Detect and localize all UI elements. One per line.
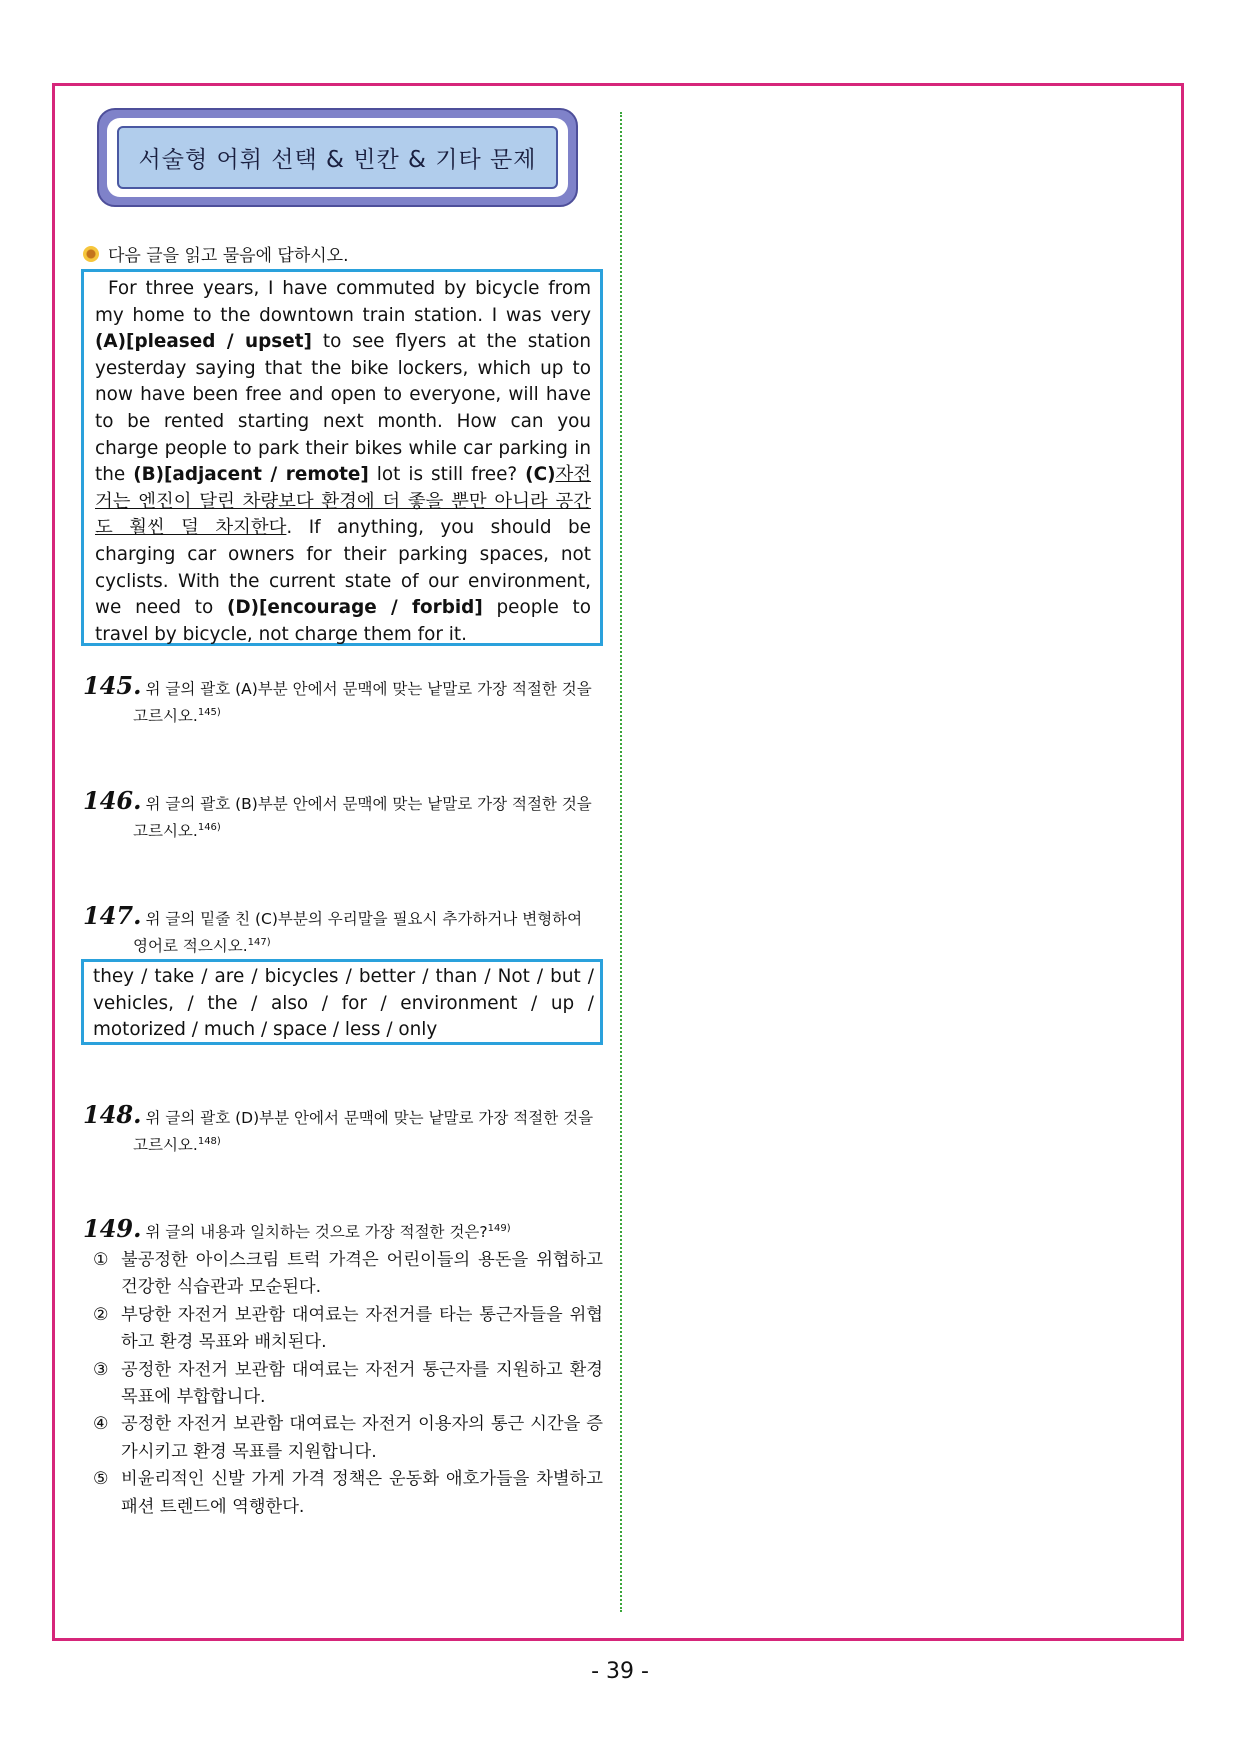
footnote-ref: 148) [197,1136,221,1147]
option-1 [93,1247,603,1302]
option-2 [93,1302,603,1357]
passage-text-4: . If anything, you should be charging car owners for their parking spaces, not cyclists. With the current state of our environment, we need to [95,517,591,619]
question-number: 148. [83,1100,142,1129]
passage-text-2: to see flyers at the station yesterday saying that the bike lockers, which up to now have been free and open to everyone, will have to be rented starting next month. How can you charge people to park their bikes while car parking in the [95,331,592,486]
question-number: 145. [83,671,142,700]
question-text: 위 글의 괄호 (D)부분 안에서 문맥에 맞는 낱말로 가장 적절한 것을 [145,1109,594,1127]
question-text-cont: 고르시오. [133,707,198,726]
answer-options [93,1247,603,1521]
word-box: they / take / are / bicycles / better / than / Not / but / vehicles, / the / also / for / environment / up / motorized / much / space / less / only [81,959,603,1045]
instruction [82,241,349,266]
section-title: 서술형 어휘 선택 & 빈칸 & 기타 문제 [138,147,537,173]
question-text: 위 글의 괄호 (A)부분 안에서 문맥에 맞는 낱말로 가장 적절한 것을 [145,680,592,698]
question-text: 위 글의 내용과 일치하는 것으로 가장 적절한 것은? [145,1223,488,1242]
question-number: 149. [83,1214,142,1244]
passage-text-3: lot is still free? [368,464,526,486]
flower-icon [82,245,100,263]
question-145 [83,671,603,728]
question-number: 147. [83,901,142,930]
option-text: 부당한 자전거 보관함 대여료는 자전거를 타는 통근자들을 위협하고 환경 목표와 배치된다. [121,1304,603,1353]
reading-passage [81,269,603,646]
footnote-ref: 146) [197,822,221,833]
choice-a: (A)[pleased / upset] [95,331,312,353]
question-text: 위 글의 괄호 (B)부분 안에서 문맥에 맞는 낱말로 가장 적절한 것을 [145,795,592,813]
choice-d: (D)[encourage / forbid] [226,597,483,619]
underlined-c: 자전거는 엔진이 달린 차량보다 환경에 더 좋을 뿐만 아니라 공간도 훨씬 덜 차지한다 [95,464,592,539]
question-147 [83,901,603,958]
footnote-ref: 149) [487,1223,511,1234]
option-marker: ③ [93,1359,109,1380]
option-marker: ① [93,1250,109,1270]
option-3 [93,1357,603,1412]
passage-text-1: For three years, I have commuted by bicycle from my home to the downtown train station. I was very [95,278,591,326]
option-text: 비윤리적인 신발 가게 가격 정책은 운동화 애호가들을 차별하고 패션 트렌드에 역행한다. [121,1469,603,1517]
choice-b: (B)[adjacent / remote] [133,464,369,486]
footnote-ref: 145) [197,707,221,718]
option-marker: ② [93,1304,109,1325]
option-marker: ⑤ [93,1469,109,1490]
question-text-cont: 영어로 적으시오. [133,937,248,956]
question-146 [83,786,603,843]
label-c: (C) [525,464,556,486]
passage-text-5: people to travel by bicycle, not charge them for it. [95,597,591,645]
option-text: 공정한 자전거 보관함 대여료는 자전거 통근자를 지원하고 환경 목표에 부합합니다. [121,1359,603,1408]
question-149 [83,1214,603,1244]
page-number: - 39 - [591,1659,649,1684]
option-text: 공정한 자전거 보관함 대여료는 자전거 이용자의 통근 시간을 증가시키고 환경 목표를 지원합니다. [121,1414,603,1462]
question-text-cont: 고르시오. [133,1136,198,1155]
section-title-banner [97,108,578,207]
option-5 [93,1466,603,1521]
option-text: 불공정한 아이스크림 트럭 가격은 어린이들의 용돈을 위협하고 건강한 식습관과 모순된다. [121,1250,603,1298]
footnote-ref: 147) [247,937,271,948]
instruction-text: 다음 글을 읽고 물음에 답하시오. [108,246,349,266]
question-number: 146. [83,786,142,815]
option-marker: ④ [93,1414,109,1435]
question-text-cont: 고르시오. [133,822,198,841]
column-divider [620,112,622,1612]
question-148 [83,1100,603,1157]
option-4 [93,1411,603,1466]
question-text: 위 글의 밑줄 친 (C)부분의 우리말을 필요시 추가하거나 변형하여 [145,910,583,928]
